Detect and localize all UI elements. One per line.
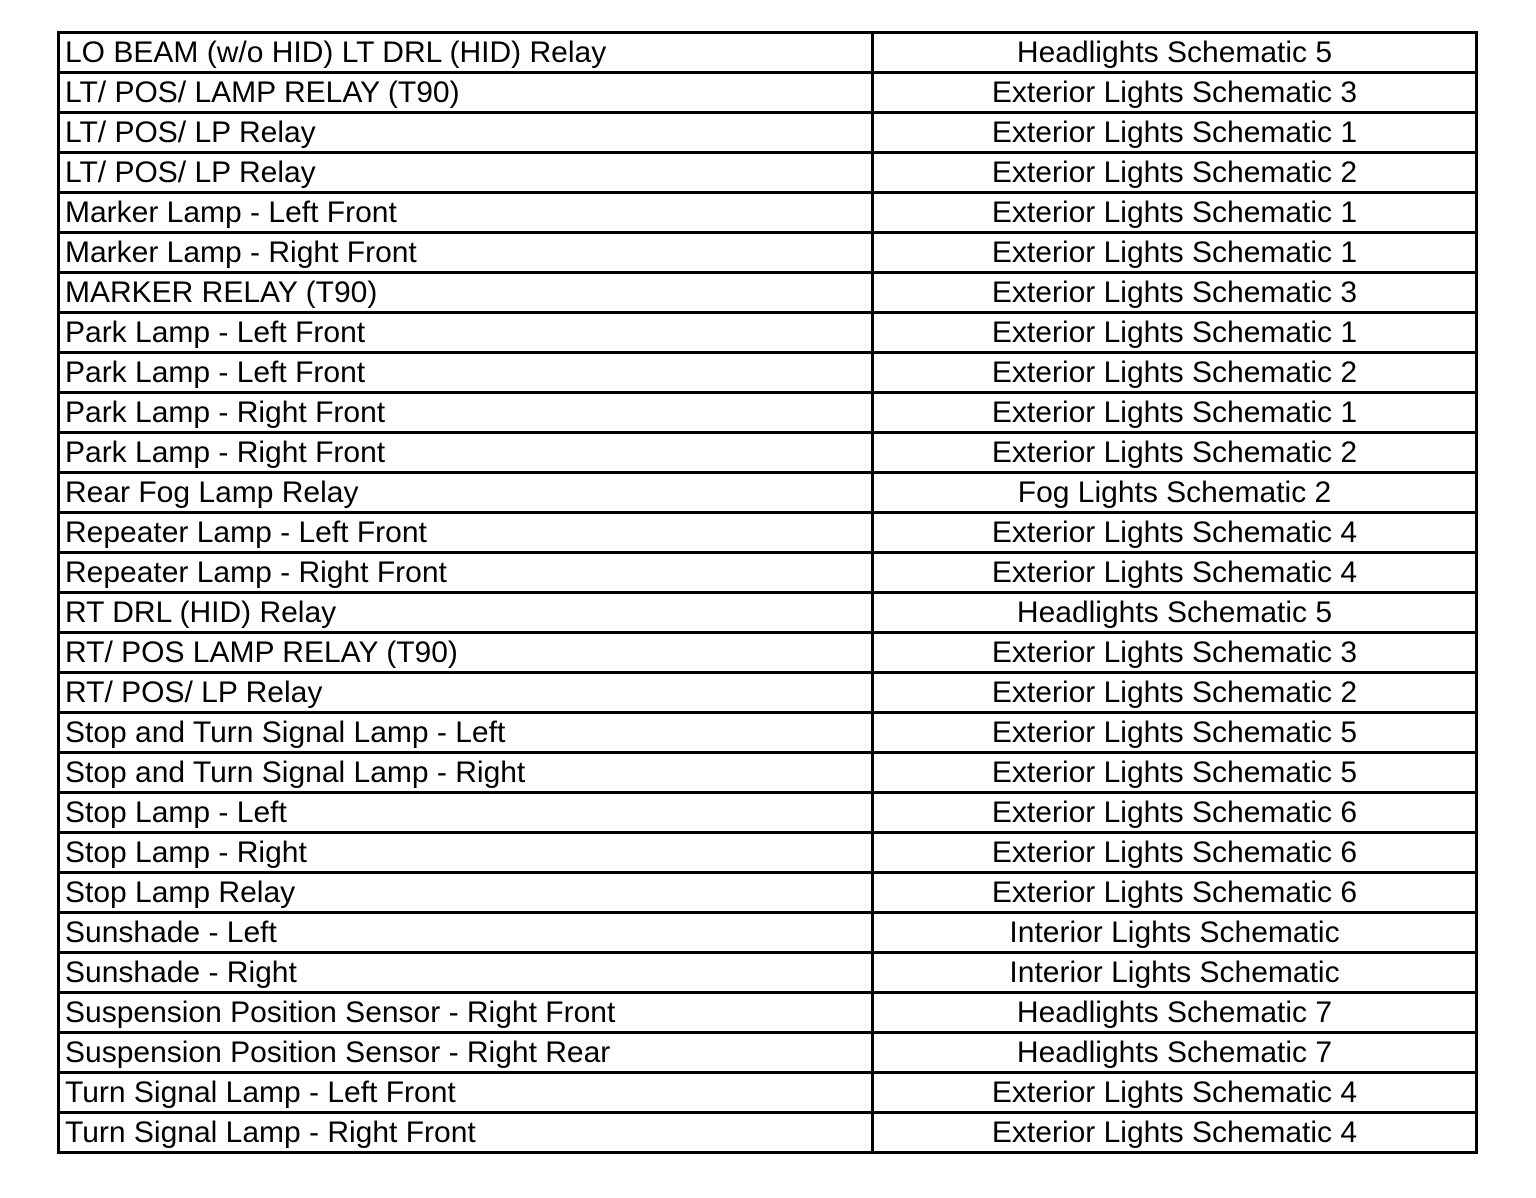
- component-cell: RT DRL (HID) Relay: [59, 593, 873, 633]
- table-row: [59, 1033, 1477, 1073]
- schematic-cell: Exterior Lights Schematic 4: [873, 553, 1477, 593]
- component-cell: Park Lamp - Left Front: [59, 353, 873, 393]
- table-row: [59, 433, 1477, 473]
- schematic-cell: Exterior Lights Schematic 1: [873, 193, 1477, 233]
- schematic-cell: Exterior Lights Schematic 1: [873, 313, 1477, 353]
- component-index-table-wrapper: [57, 31, 1475, 1154]
- schematic-cell: Headlights Schematic 5: [873, 593, 1477, 633]
- component-index-table: [57, 31, 1478, 1154]
- schematic-cell: Exterior Lights Schematic 4: [873, 1113, 1477, 1153]
- schematic-cell: Exterior Lights Schematic 3: [873, 633, 1477, 673]
- component-cell: LT/ POS/ LP Relay: [59, 153, 873, 193]
- component-cell: Turn Signal Lamp - Left Front: [59, 1073, 873, 1113]
- table-row: [59, 633, 1477, 673]
- table-row: [59, 353, 1477, 393]
- table-row: [59, 153, 1477, 193]
- component-cell: Suspension Position Sensor - Right Front: [59, 993, 873, 1033]
- component-cell: Sunshade - Left: [59, 913, 873, 953]
- table-row: [59, 193, 1477, 233]
- schematic-cell: Exterior Lights Schematic 1: [873, 233, 1477, 273]
- table-row: [59, 673, 1477, 713]
- table-row: [59, 513, 1477, 553]
- schematic-cell: Exterior Lights Schematic 1: [873, 113, 1477, 153]
- component-cell: LT/ POS/ LP Relay: [59, 113, 873, 153]
- component-cell: LT/ POS/ LAMP RELAY (T90): [59, 73, 873, 113]
- table-row: [59, 753, 1477, 793]
- component-cell: Park Lamp - Right Front: [59, 433, 873, 473]
- component-cell: Stop and Turn Signal Lamp - Right: [59, 753, 873, 793]
- schematic-cell: Exterior Lights Schematic 2: [873, 673, 1477, 713]
- component-cell: RT/ POS/ LP Relay: [59, 673, 873, 713]
- table-row: [59, 33, 1477, 73]
- table-row: [59, 953, 1477, 993]
- component-cell: Suspension Position Sensor - Right Rear: [59, 1033, 873, 1073]
- schematic-cell: Exterior Lights Schematic 6: [873, 793, 1477, 833]
- table-row: [59, 593, 1477, 633]
- table-row: [59, 713, 1477, 753]
- schematic-cell: Exterior Lights Schematic 2: [873, 433, 1477, 473]
- table-row: [59, 553, 1477, 593]
- component-cell: Rear Fog Lamp Relay: [59, 473, 873, 513]
- table-row: [59, 73, 1477, 113]
- schematic-cell: Exterior Lights Schematic 4: [873, 513, 1477, 553]
- component-cell: Park Lamp - Left Front: [59, 313, 873, 353]
- component-cell: LO BEAM (w/o HID) LT DRL (HID) Relay: [59, 33, 873, 73]
- schematic-cell: Exterior Lights Schematic 5: [873, 713, 1477, 753]
- schematic-cell: Interior Lights Schematic: [873, 913, 1477, 953]
- schematic-cell: Headlights Schematic 7: [873, 993, 1477, 1033]
- schematic-cell: Exterior Lights Schematic 5: [873, 753, 1477, 793]
- component-cell: Sunshade - Right: [59, 953, 873, 993]
- component-cell: Stop Lamp Relay: [59, 873, 873, 913]
- component-cell: Marker Lamp - Left Front: [59, 193, 873, 233]
- table-row: [59, 913, 1477, 953]
- component-cell: MARKER RELAY (T90): [59, 273, 873, 313]
- table-row: [59, 473, 1477, 513]
- table-row: [59, 233, 1477, 273]
- component-cell: Stop and Turn Signal Lamp - Left: [59, 713, 873, 753]
- component-cell: Repeater Lamp - Left Front: [59, 513, 873, 553]
- table-body: [59, 33, 1477, 1153]
- table-row: [59, 393, 1477, 433]
- schematic-cell: Exterior Lights Schematic 2: [873, 153, 1477, 193]
- schematic-cell: Headlights Schematic 7: [873, 1033, 1477, 1073]
- table-row: [59, 113, 1477, 153]
- component-cell: Marker Lamp - Right Front: [59, 233, 873, 273]
- table-row: [59, 873, 1477, 913]
- schematic-cell: Exterior Lights Schematic 3: [873, 273, 1477, 313]
- schematic-cell: Exterior Lights Schematic 2: [873, 353, 1477, 393]
- table-row: [59, 313, 1477, 353]
- schematic-cell: Exterior Lights Schematic 6: [873, 873, 1477, 913]
- component-cell: Park Lamp - Right Front: [59, 393, 873, 433]
- table-row: [59, 993, 1477, 1033]
- schematic-cell: Exterior Lights Schematic 1: [873, 393, 1477, 433]
- table-row: [59, 1113, 1477, 1153]
- component-cell: RT/ POS LAMP RELAY (T90): [59, 633, 873, 673]
- schematic-cell: Exterior Lights Schematic 6: [873, 833, 1477, 873]
- table-row: [59, 1073, 1477, 1113]
- schematic-cell: Headlights Schematic 5: [873, 33, 1477, 73]
- component-cell: Stop Lamp - Right: [59, 833, 873, 873]
- schematic-cell: Exterior Lights Schematic 4: [873, 1073, 1477, 1113]
- component-cell: Repeater Lamp - Right Front: [59, 553, 873, 593]
- component-cell: Turn Signal Lamp - Right Front: [59, 1113, 873, 1153]
- schematic-cell: Exterior Lights Schematic 3: [873, 73, 1477, 113]
- component-cell: Stop Lamp - Left: [59, 793, 873, 833]
- schematic-cell: Interior Lights Schematic: [873, 953, 1477, 993]
- table-row: [59, 793, 1477, 833]
- schematic-cell: Fog Lights Schematic 2: [873, 473, 1477, 513]
- table-row: [59, 273, 1477, 313]
- table-row: [59, 833, 1477, 873]
